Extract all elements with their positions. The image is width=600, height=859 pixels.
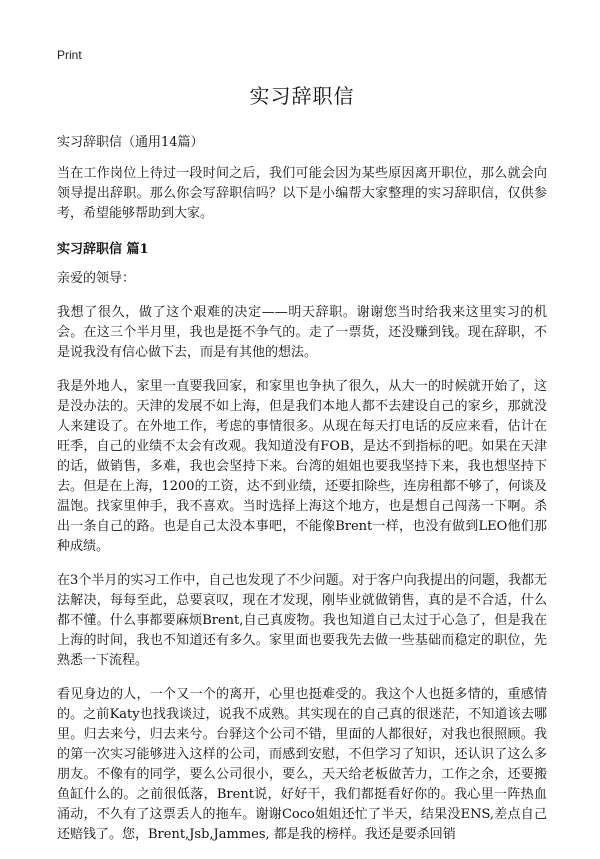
print-link[interactable]: Print <box>57 48 82 62</box>
document-subtitle: 实习辞职信（通用14篇） <box>57 135 204 150</box>
letter-paragraph-1: 我想了很久，做了这个艰难的决定——明天辞职。谢谢您当时给我来这里实习的机会。在这三个半月里，我也是挺不争气的。走了一票货，还没赚到钱。现在辞职，不是说我没有信心做下去，而是有其他的想法。 <box>57 305 547 360</box>
document-body <box>57 80 547 859</box>
section-heading: 实习辞职信 篇1 <box>57 242 149 257</box>
letter-paragraph-2: 我是外地人，家里一直要我回家，和家里也争执了很久，从大一的时候就开始了，这是没办法的。天津的发展不如上海，但是我们本地人都不去建设自己的家乡，那就没人来建设了。在外地工作，考虑的事情很多。从现在每天打电话的反应来看，估计在旺季，自己的业绩不太会有改观。我知道没有FOB，是达不到指标的吧。如果在天津的话，做销售，多难，我也会坚持下来。台湾的姐姐也要我坚持下来，我也想坚持下去。但是在上海，1200的工资，达不到业绩，还要扣除些，连房租都不够了，何谈及温饱。找家里伸手，我不喜欢。当时选择上海这个地方，也是想自己闯荡一下啊。杀出一条自己的路。也是自己太没本事吧，不能像Brent一样，也没有做到LEO他们那种成绩。 <box>57 379 547 554</box>
intro-paragraph: 当在工作岗位上待过一段时间之后，我们可能会因为某些原因离开职位，那么就会向领导提出辞职。那么你会写辞职信吗？以下是小编帮大家整理的实习辞职信，仅供参考，希望能够帮助到大家。 <box>57 166 547 221</box>
letter-paragraph-3: 在3个半月的实习工作中，自己也发现了不少问题。对于客户向我提出的问题，我都无法解决，每每至此，总要哀叹，现在才发现，刚毕业就做销售，真的是不合适，什么都不懂。什么事都要麻烦Brent,自己真废物。我也知道自己太过于心急了，但是我在上海的时间，我也不知道还有多久。家里面也要我先去做一些基础而稳定的职位，先熟悉一下流程。 <box>57 573 547 668</box>
page-title: 实习辞职信 <box>249 84 355 108</box>
letter-greeting: 亲爱的领导： <box>57 271 136 286</box>
letter-paragraph-4: 看见身边的人，一个又一个的离开，心里也挺难受的。我这个人也挺多情的，重感情的。之前Katy也找我谈过，说我不成熟。其实现在的自己真的很迷茫，不知道该去哪里。归去来兮，归去来兮。台驿这个公司不错，里面的人都很好，对我也很照顾。我的第一次实习能够进入这样的公司，而感到安慰，不但学习了知识，还认识了这么多朋友。不像有的同学，要么公司很小，要么，天天给老板做苦力，工作之余，还要搬鱼缸什么的。之前很低落，Brent说，好好干，我们都挺看好你的。我心里一阵热血涌动，不久有了这票丢人的拖车。谢谢Coco姐姐还忙了半天，结果没ENS,差点自己还赔钱了。您，Brent,Jsb,Jammes, 都是我的榜样。我还是要杀回销 <box>57 687 547 842</box>
